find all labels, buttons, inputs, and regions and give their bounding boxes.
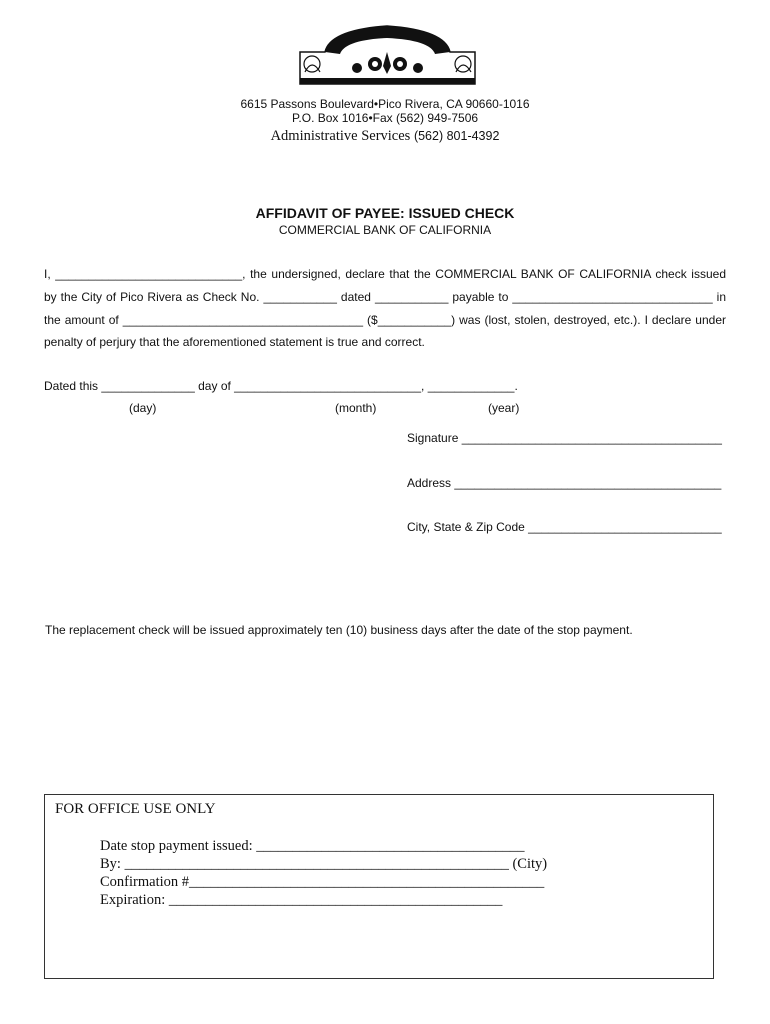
form-subtitle: COMMERCIAL BANK OF CALIFORNIA — [278, 223, 492, 237]
replacement-note: The replacement check will be issued approximately ten (10) business days after the date of the stop payment. — [45, 623, 633, 637]
confirmation-field: Confirmation #_________________________________________________ — [100, 874, 545, 890]
day-label: (day) — [129, 401, 157, 415]
city-logo — [295, 22, 480, 92]
year-label: (year) — [488, 401, 520, 415]
address-line-2: P.O. Box 1016•Fax (562) 949-7506 — [291, 111, 479, 125]
address-field: Address ________________________________________ — [407, 476, 722, 490]
month-label: (month) — [335, 401, 377, 415]
declaration-line-1: I, ____________________________, the undersigned, declare that the COMMERCIAL BANK OF CALIFORNIA check issued — [44, 267, 726, 281]
office-use-box — [44, 794, 714, 979]
office-use-title: FOR OFFICE USE ONLY — [55, 801, 216, 817]
stop-payment-date-field: Date stop payment issued: _____________________________________ — [100, 838, 525, 854]
admin-label: Administrative Services — [270, 128, 411, 144]
signature-field: Signature _______________________________________ — [407, 431, 722, 445]
admin-services-line — [0, 128, 770, 145]
admin-phone: (562) 801-4392 — [413, 129, 500, 143]
dated-line: Dated this ______________ day of ____________________________, _____________. — [44, 379, 518, 393]
by-city-field: By: _____________________________________________________ (City) — [100, 856, 548, 872]
city-state-zip-field: City, State & Zip Code _____________________________ — [407, 520, 722, 534]
expiration-field: Expiration: ______________________________________________ — [100, 892, 503, 908]
address-line-1: 6615 Passons Boulevard•Pico Rivera, CA 90660-1016 — [240, 97, 530, 111]
declaration-line-4: penalty of perjury that the aforementioned statement is true and correct. — [44, 335, 425, 349]
form-title: AFFIDAVIT OF PAYEE: ISSUED CHECK — [255, 205, 515, 221]
declaration-line-2: by the City of Pico Rivera as Check No. ___________ dated ___________ payable to ______________________________ in — [44, 290, 726, 304]
declaration-line-3: the amount of ____________________________________ ($___________) was (lost, stolen, destroyed, etc.). I declare under — [44, 313, 726, 327]
